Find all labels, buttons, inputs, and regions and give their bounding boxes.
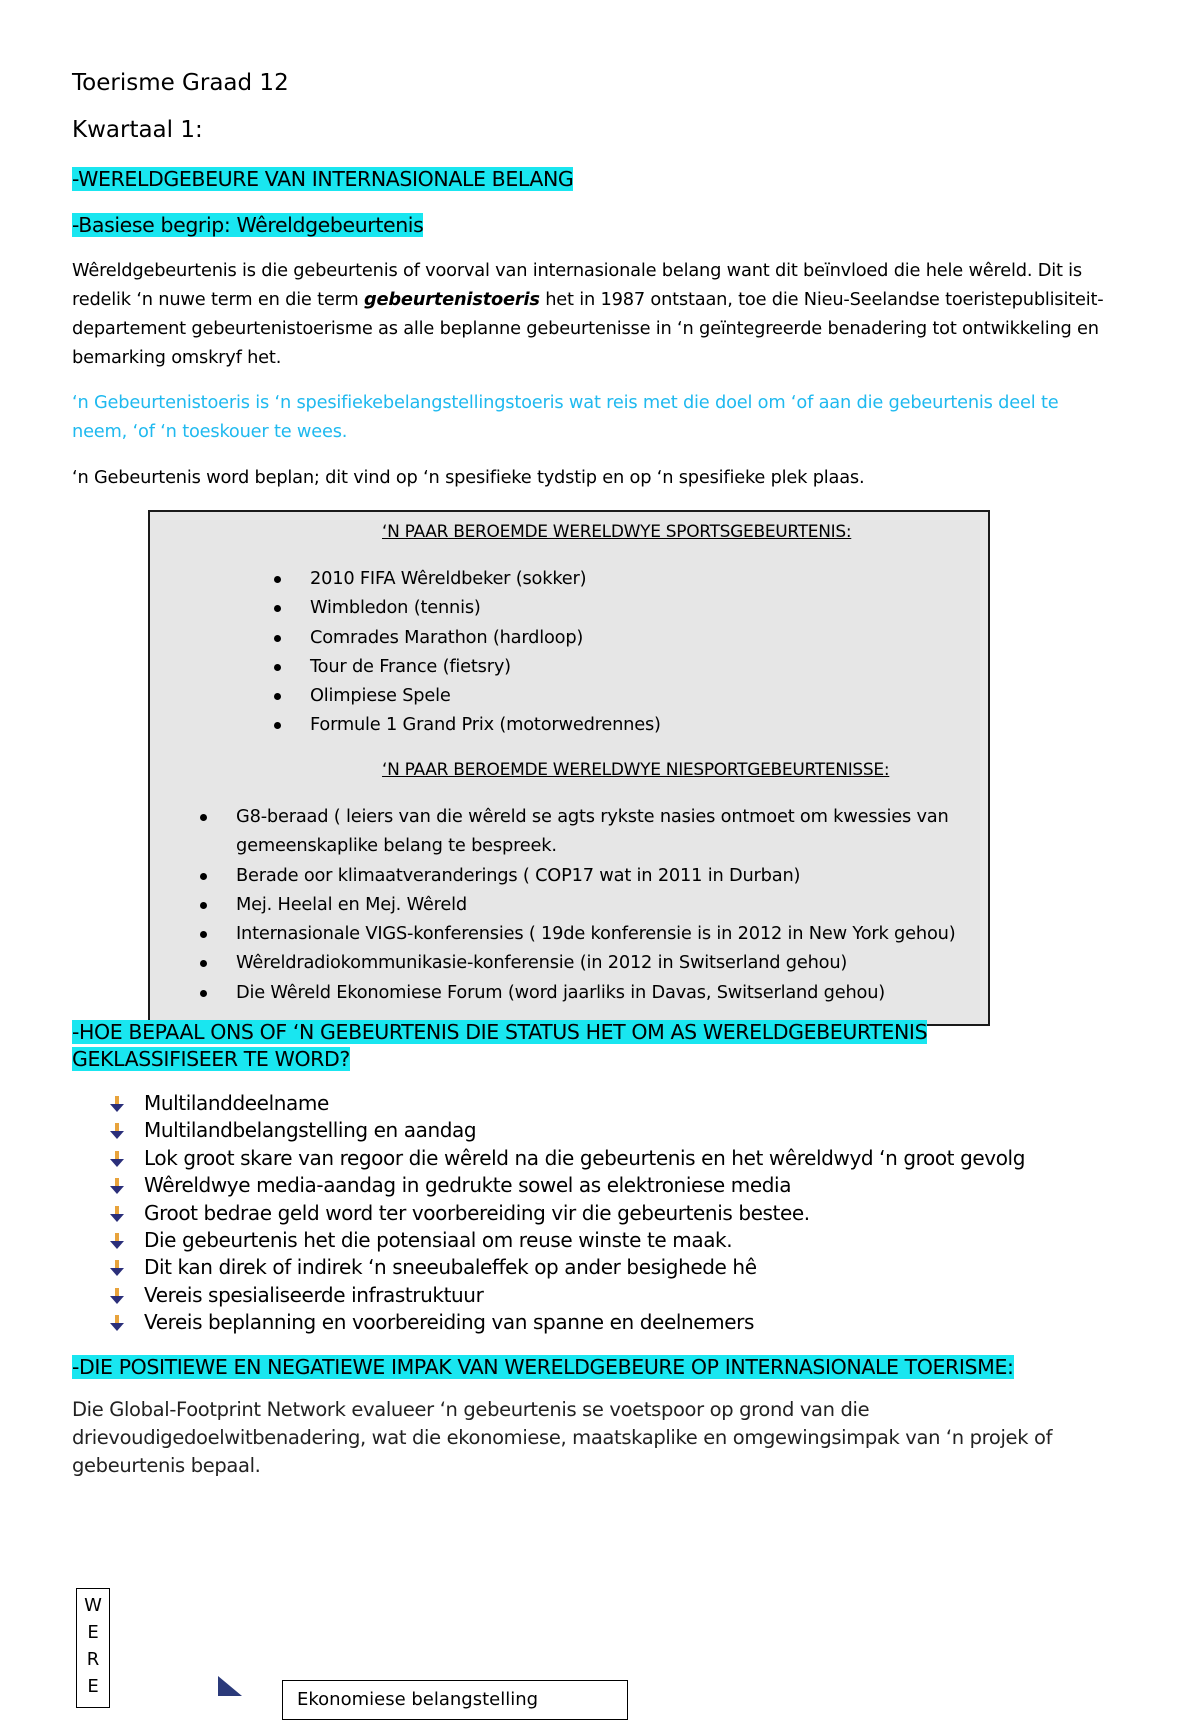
bullet-icon (274, 605, 281, 612)
list-item: Tour de France (fietsry) (310, 652, 661, 681)
intro-paragraph (72, 256, 1137, 372)
intro-text-part1: Wêreldgebeurtenis is die gebeurtenis of voorval van internasionale belang want dit beïnvloed die hele wêreld. Dit is redelik ‘n nuwe term en die term (72, 260, 1082, 310)
famous-events-box (148, 510, 990, 1026)
arrow-down-bullet-icon (108, 1259, 126, 1277)
list-item: Comrades Marathon (hardloop) (310, 623, 661, 652)
vertical-letter: E (87, 1676, 99, 1697)
nonsports-events-list (236, 802, 976, 1007)
bullet-icon (274, 664, 281, 671)
section-heading-classification (72, 1018, 1132, 1072)
footprint-paragraph: Die Global-Footprint Network evalueer ‘n gebeurtenis se voetspoor op grond van die drievoudigedoelwitbenadering, wat die ekonomiese, maatskaplike en omgewingsimpak van ‘n projek of gebeurtenis bepaal. (72, 1398, 1053, 1477)
vertical-letter: E (87, 1622, 99, 1643)
intro-text-part2: het in 1987 ontstaan, toe die Nieu-Seelandse toeristepublisiteit-departement gebeurtenistoerisme as alle beplanne gebeurtenisse in ‘n geïntegreerde benadering tot ontwikkeling en bemarking omskryf het. (72, 289, 1104, 368)
list-item: 2010 FIFA Wêreldbeker (sokker) (310, 564, 661, 593)
arrow-right-icon (218, 1676, 242, 1696)
arrow-down-bullet-icon (108, 1232, 126, 1250)
arrow-down-bullet-icon (108, 1150, 126, 1168)
document-title: Toerisme Graad 12 (72, 70, 289, 96)
list-item: Mej. Heelal en Mej. Wêreld (236, 890, 976, 919)
highlighted-heading: -HOE BEPAAL ONS OF ‘N GEBEURTENIS DIE STATUS HET OM AS WERELDGEBEURTENIS (72, 1020, 928, 1044)
bullet-icon (274, 576, 281, 583)
list-item: Wêreldradiokommunikasie-konferensie (in 2012 in Switserland gehou) (236, 948, 976, 977)
list-item: Multilandbelangstelling en aandag (108, 1117, 1025, 1144)
planned-note: ‘n Gebeurtenis word beplan; dit vind op ‘n spesifieke tydstip en op ‘n spesifieke plek plaas. (72, 467, 865, 488)
vertical-label-box (76, 1588, 110, 1708)
definition-paragraph: ‘n Gebeurtenistoeris is ‘n spesifiekebelangstellingstoeris wat reis met die doel om ‘of aan die gebeurtenis deel te neem, ‘of ‘n toeskouer te wees. (72, 392, 1059, 442)
arrow-down-bullet-icon (108, 1287, 126, 1305)
bullet-icon (200, 990, 207, 997)
sports-events-list (310, 564, 661, 740)
highlighted-heading: GEKLASSIFISEER TE WORD? (72, 1047, 350, 1071)
nonsports-events-title: ‘N PAAR BEROEMDE WERELDWYE NIESPORTGEBEURTENISSE: (382, 760, 890, 780)
section-heading-basic-concept (72, 211, 423, 239)
arrow-down-bullet-icon (108, 1122, 126, 1140)
vertical-letter: R (86, 1649, 100, 1670)
bullet-icon (274, 693, 281, 700)
bullet-icon (200, 902, 207, 909)
intro-bold-term: gebeurtenistoeris (364, 289, 540, 310)
diagram-box-label: Ekonomiese belangstelling (297, 1689, 539, 1710)
list-item: Die Wêreld Ekonomiese Forum (word jaarliks in Davas, Switserland gehou) (236, 978, 976, 1007)
bullet-icon (200, 960, 207, 967)
bullet-icon (200, 873, 207, 880)
bullet-icon (274, 722, 281, 729)
list-item: Wimbledon (tennis) (310, 593, 661, 622)
list-item: Vereis beplanning en voorbereiding van spanne en deelnemers (108, 1309, 1025, 1336)
sports-events-title: ‘N PAAR BEROEMDE WERELDWYE SPORTSGEBEURTENIS: (382, 522, 852, 542)
classification-criteria-list (108, 1090, 1025, 1337)
arrow-down-bullet-icon (108, 1095, 126, 1113)
section-heading-impact (72, 1353, 1014, 1381)
list-item: Berade oor klimaatveranderings ( COP17 wat in 2011 in Durban) (236, 861, 976, 890)
list-item: Wêreldwye media-aandag in gedrukte sowel as elektroniese media (108, 1172, 1025, 1199)
highlighted-heading: -Basiese begrip: Wêreldgebeurtenis (72, 213, 424, 237)
highlighted-heading: -DIE POSITIEWE EN NEGATIEWE IMPAK VAN WERELDGEBEURE OP INTERNASIONALE TOERISME: (72, 1355, 1014, 1379)
diagram-text-box (282, 1680, 628, 1720)
section-heading-world-events (72, 165, 573, 193)
vertical-letter: W (84, 1595, 102, 1616)
arrow-down-bullet-icon (108, 1177, 126, 1195)
list-item: Groot bedrae geld word ter voorbereiding vir die gebeurtenis bestee. (108, 1200, 1025, 1227)
bullet-icon (200, 814, 207, 821)
arrow-down-bullet-icon (108, 1314, 126, 1332)
list-item: Multilanddeelname (108, 1090, 1025, 1117)
list-item: Olimpiese Spele (310, 681, 661, 710)
list-item: Die gebeurtenis het die potensiaal om reuse winste te maak. (108, 1227, 1025, 1254)
list-item: Lok groot skare van regoor die wêreld na die gebeurtenis en het wêreldwyd ‘n groot gevolg (108, 1145, 1025, 1172)
arrow-down-bullet-icon (108, 1205, 126, 1223)
term-heading: Kwartaal 1: (72, 117, 203, 143)
bullet-icon (200, 931, 207, 938)
highlighted-heading: -WERELDGEBEURE VAN INTERNASIONALE BELANG (72, 167, 574, 191)
list-item: Vereis spesialiseerde infrastruktuur (108, 1282, 1025, 1309)
list-item: Internasionale VIGS-konferensies ( 19de konferensie is in 2012 in New York gehou) (236, 919, 976, 948)
list-item: Dit kan direk of indirek ‘n sneeubaleffek op ander besighede hê (108, 1254, 1025, 1281)
list-item: Formule 1 Grand Prix (motorwedrennes) (310, 710, 661, 739)
bullet-icon (274, 635, 281, 642)
list-item: G8-beraad ( leiers van die wêreld se agts rykste nasies ontmoet om kwessies van gemeenskaplike belang te bespreek. (236, 802, 976, 861)
